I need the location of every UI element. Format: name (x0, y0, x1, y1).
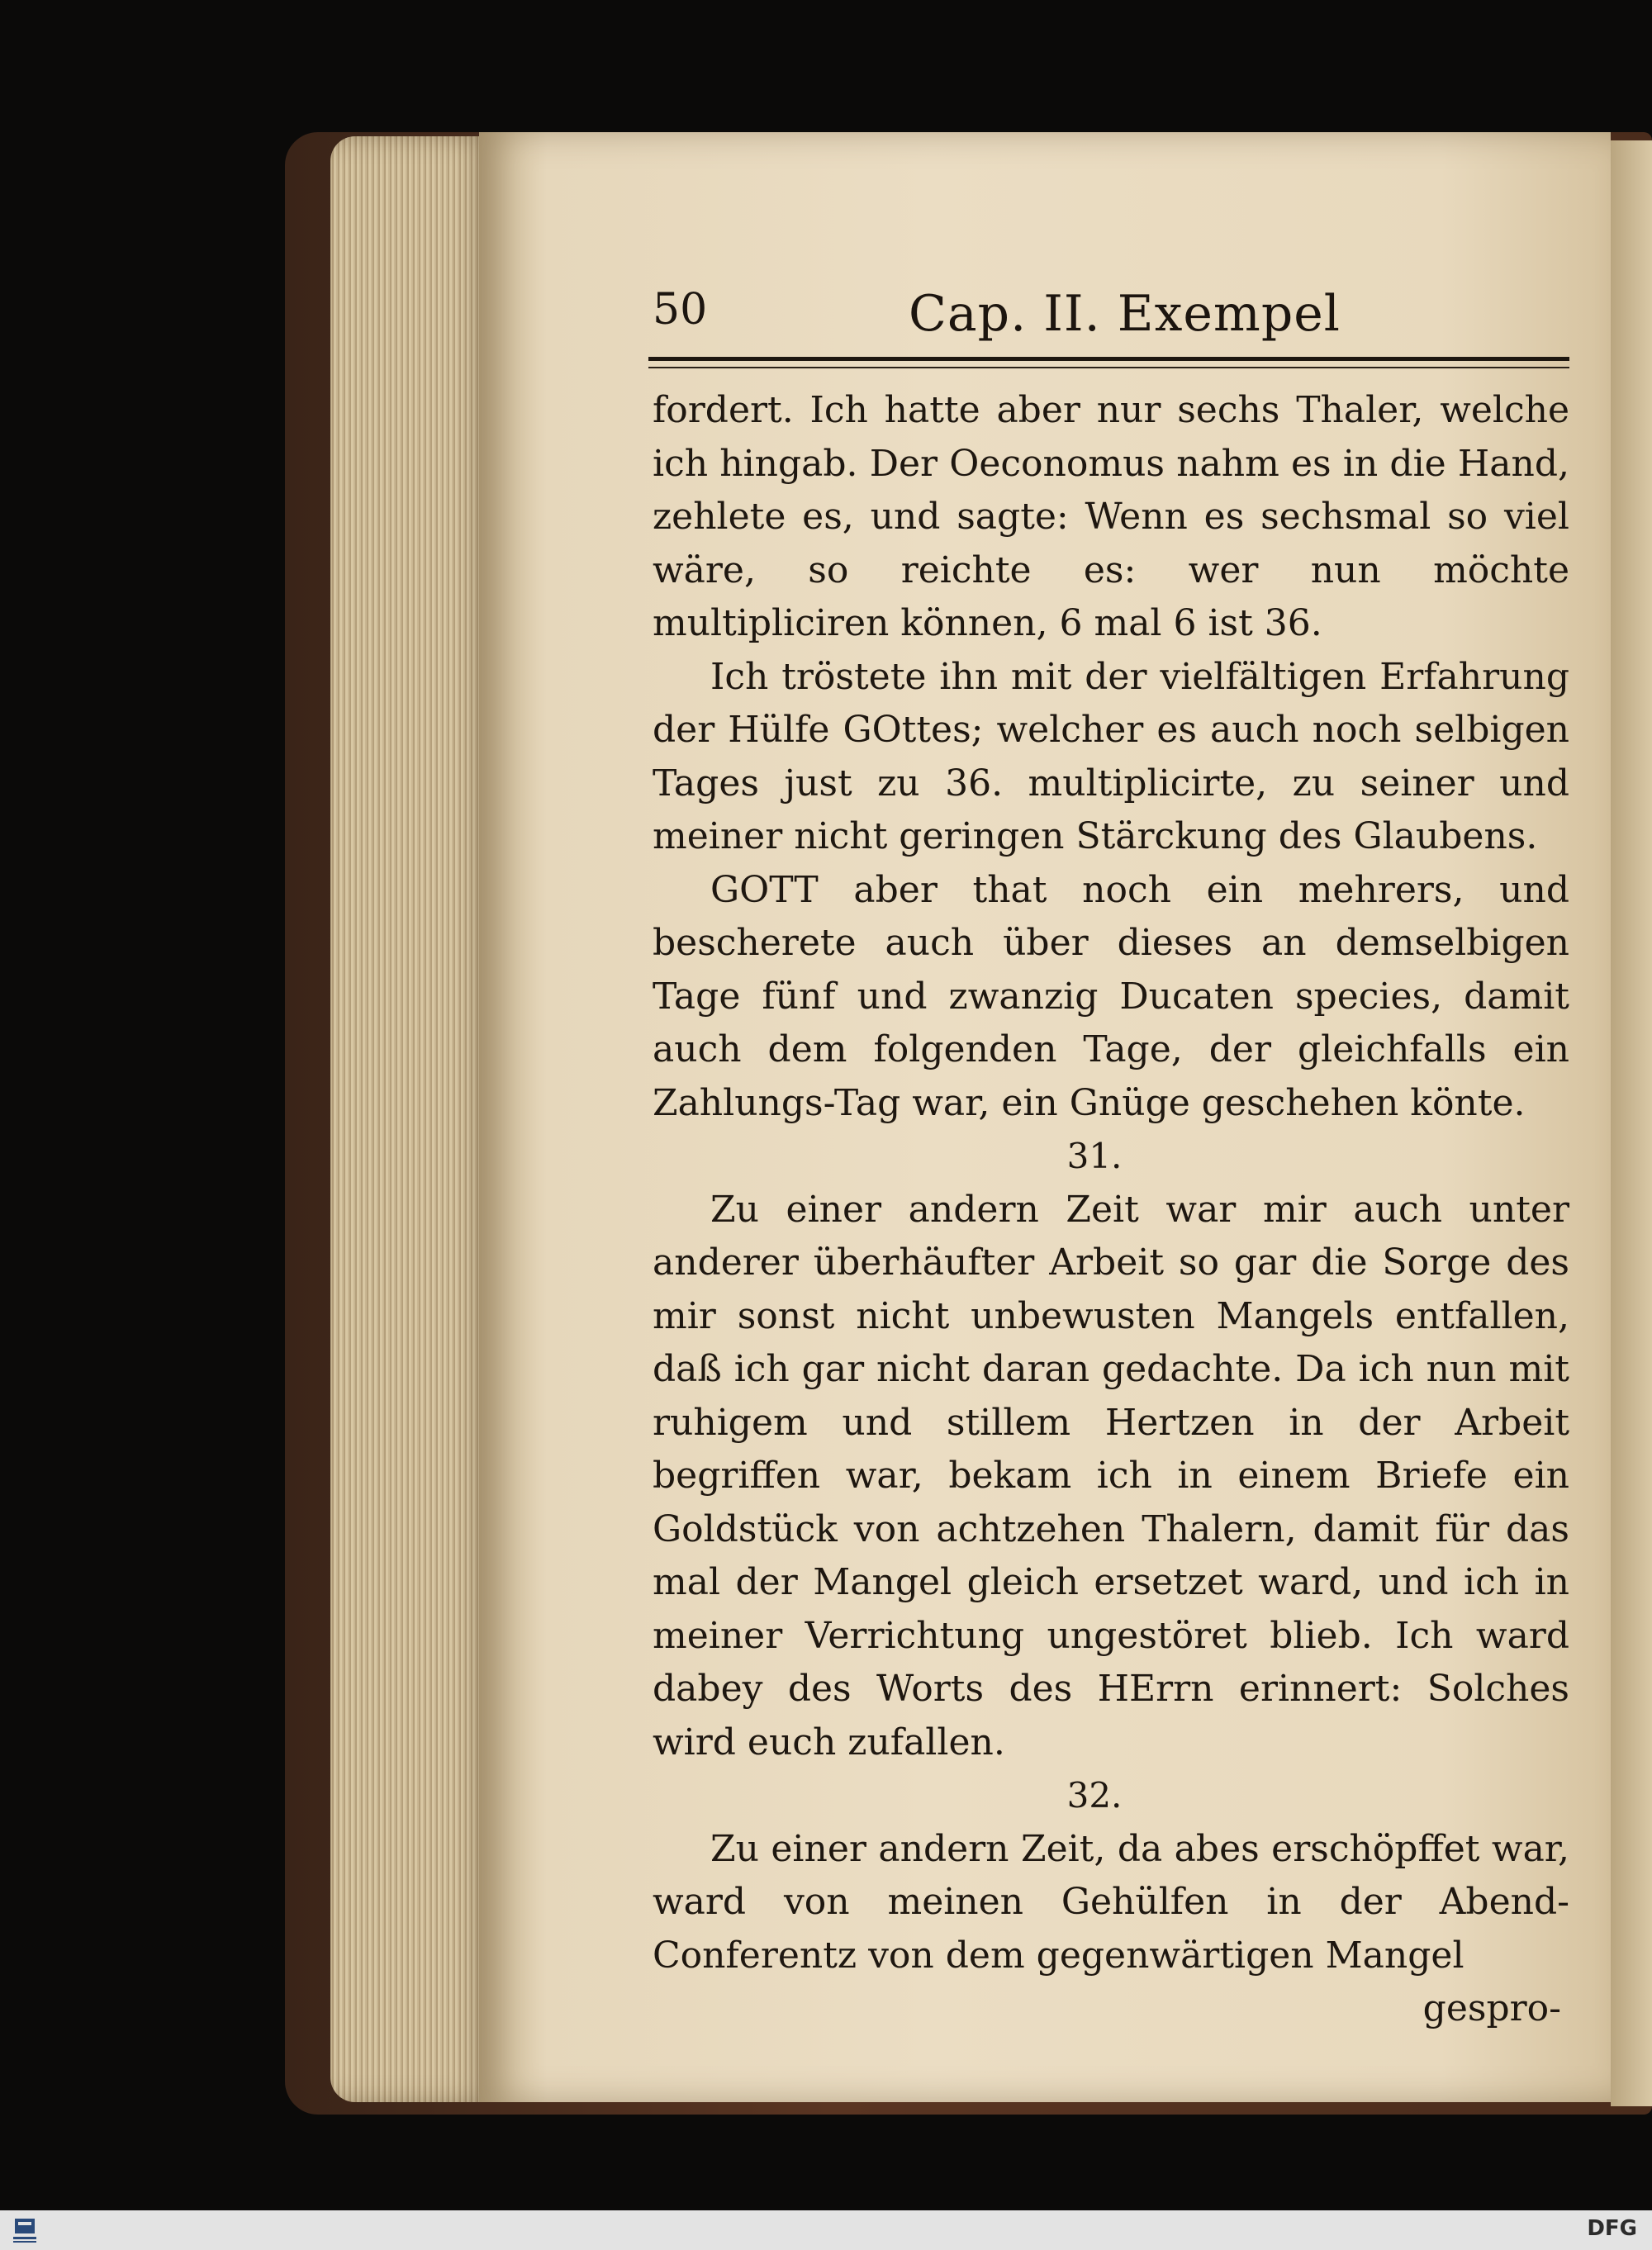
paragraph-2: Ich tröstete ihn mit der vielfältigen Erfahrung der Hülfe GOttes; welcher es auch noch selbigen Tages just zu 36. multiplicirte, zu seiner und meiner nicht geringen Stärckung des Glaubens. (653, 655, 1569, 857)
header-rule (648, 357, 1569, 361)
catchword: gespro- (1422, 1987, 1561, 2029)
paragraph-1: fordert. Ich hatte aber nur sechs Thaler, welche ich hingab. Der Oeconomus nahm es in die Hand, zehlete es, und sagte: Wenn es sechsmal so viel wäre, so reichte es: wer nun möchte multipliciren können, 6 mal 6 ist 36. (653, 389, 1569, 644)
library-logo-icon (10, 2215, 40, 2245)
page-edges (330, 136, 496, 2102)
page-number: 50 (653, 285, 708, 335)
facing-page-edge (1611, 140, 1652, 2106)
running-header (653, 285, 1569, 343)
paragraph-5: Zu einer andern Zeit, da abes erschöpffet war, ward von meinen Gehülfen in der Abend-Conferentz von dem gegenwärtigen Mangel (653, 1827, 1569, 1977)
section-number-32: 32. (1066, 1775, 1123, 1816)
header-rule-thin (648, 367, 1569, 368)
paragraph-3: GOTT aber that noch ein mehrers, und bescherete auch über dieses an demselbigen Tage fünf und zwanzig Ducaten species, damit auch dem folgenden Tage, der gleichfalls ein Zahlungs-Tag war, ein Gnüge geschehen könte. (653, 868, 1569, 1124)
section-number-31: 31. (1066, 1136, 1123, 1176)
body-text (653, 384, 1569, 2036)
paragraph-4: Zu einer andern Zeit war mir auch unter anderer überhäufter Arbeit so gar die Sorge des mir sonst nicht unbewusten Mangels entfallen, daß ich gar nicht daran gedachte. Da ich nun mit ruhigem und stillem Hertzen in der Arbeit begriffen war, bekam ich in einem Briefe ein Goldstück von achtzehen Thalern, damit für das mal der Mangel gleich ersetzet ward, und ich in meiner Verrichtung ungestöret blieb. Ich ward dabey des Worts des HErrn erinnert: Solches wird euch zufallen. (653, 1188, 1569, 1763)
viewer-footer-bar (0, 2210, 1652, 2250)
dfg-logo: DFG (1587, 2216, 1637, 2241)
running-head-title: Cap. II. Exempel (909, 285, 1341, 343)
